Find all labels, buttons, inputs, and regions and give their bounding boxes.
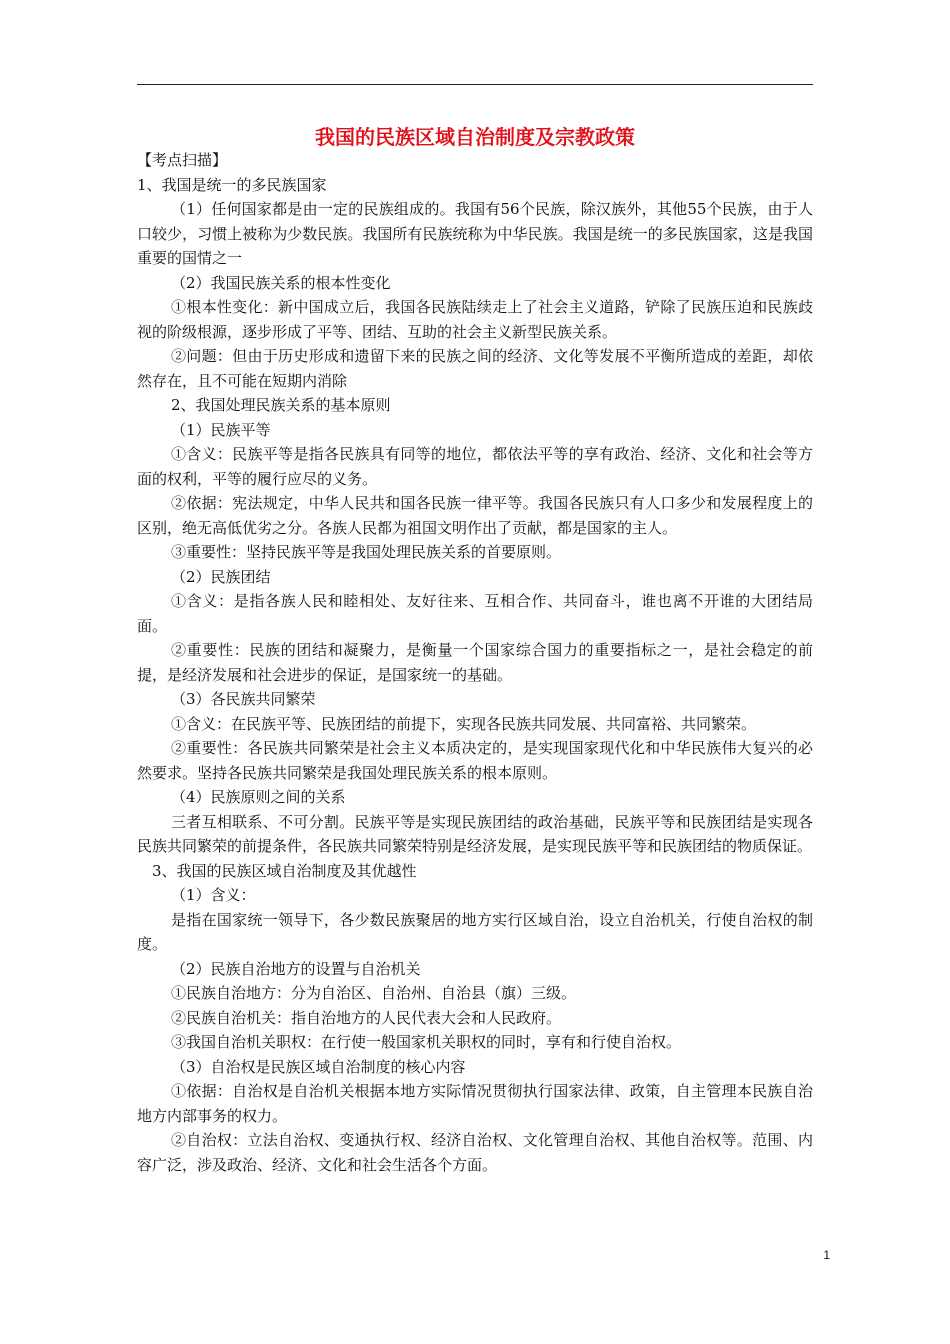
body-paragraph: ①含义：民族平等是指各民族具有同等的地位，都依法平等的享有政治、经济、文化和社会等方面的权利，平等的履行应尽的义务。 [137,445,813,488]
body-paragraph: ①含义：在民族平等、民族团结的前提下，实现各民族共同发展、共同富裕、共同繁荣。 [171,714,757,733]
body-paragraph: ①依据：自治权是自治机关根据本地方实际情况贯彻执行国家法律、政策，自主管理本民族自治地方内部事务的权力。 [137,1082,813,1125]
body-paragraph: （4）民族原则之间的关系 [171,788,346,806]
body-paragraph: ①根本性变化：新中国成立后，我国各民族陆续走上了社会主义道路，铲除了民族压迫和民族歧视的阶级根源，逐步形成了平等、团结、互助的社会主义新型民族关系。 [137,298,813,341]
body-paragraph: （3）各民族共同繁荣 [171,690,316,708]
body-paragraph: 2、我国处理民族关系的基本原则 [171,396,391,414]
body-paragraph: 三者互相联系、不可分割。民族平等是实现民族团结的政治基础，民族平等和民族团结是实现各民族共同繁荣的前提条件，各民族共同繁荣特别是经济发展，是实现民族平等和民族团结的物质保证。 [137,812,813,855]
body-paragraph: ③我国自治机关职权：在行使一般国家机关职权的同时，享有和行使自治权。 [171,1033,682,1051]
body-paragraph: （2）我国民族关系的根本性变化 [171,273,391,292]
body-paragraph: ②依据：宪法规定，中华人民共和国各民族一律平等。我国各民族只有人口多少和发展程度上的区别，绝无高低优劣之分。各族人民都为祖国文明作出了贡献，都是国家的主人。 [137,494,813,537]
body-paragraph: （1）任何国家都是由一定的民族组成的。我国有56个民族，除汉族外，其他55个民族，由于人口较少，习惯上被称为少数民族。我国所有民族统称为中华民族。我国是统一的多民族国家，这是我国重要的国情之一 [137,200,813,267]
body-paragraph: ②问题：但由于历史形成和遗留下来的民族之间的经济、文化等发展不平衡所造成的差距，却依然存在，且不可能在短期内消除 [137,347,813,390]
body-paragraph: 是指在国家统一领导下，各少数民族聚居的地方实行区域自治，设立自治机关，行使自治权的制度。 [137,910,813,953]
document-title: 我国的民族区域自治制度及宗教政策 [315,125,635,149]
body-paragraph: ②重要性：民族的团结和凝聚力，是衡量一个国家综合国力的重要指标之一，是社会稳定的前提，是经济发展和社会进步的保证，是国家统一的基础。 [137,641,813,684]
header-rule [137,84,813,85]
body-paragraph: （2）民族自治地方的设置与自治机关 [171,959,421,978]
body-paragraph: （2）民族团结 [171,567,271,586]
body-paragraph: （3）自治权是民族区域自治制度的核心内容 [171,1057,466,1076]
body-paragraph: ②民族自治机关：指自治地方的人民代表大会和人民政府。 [171,1008,562,1027]
body-paragraph: ①民族自治地方：分为自治区、自治州、自治县（旗）三级。 [171,984,577,1002]
body-paragraph: 1、我国是统一的多民族国家 [137,175,327,194]
section-heading: 【考点扫描】 [137,151,228,169]
document-body [137,148,813,1177]
body-paragraph: （1）含义： [171,886,256,904]
body-paragraph: ②重要性：各民族共同繁荣是社会主义本质决定的，是实现国家现代化和中华民族伟大复兴的必然要求。坚持各民族共同繁荣是我国处理民族关系的根本原则。 [137,739,813,782]
body-paragraph: 3、我国的民族区域自治制度及其优越性 [152,861,417,880]
body-paragraph: （1）民族平等 [171,420,271,439]
body-paragraph: ②自治权：立法自治权、变通执行权、经济自治权、文化管理自治权、其他自治权等。范围、内容广泛，涉及政治、经济、文化和社会生活各个方面。 [137,1131,813,1174]
body-paragraph: ①含义：是指各族人民和睦相处、友好往来、互相合作、共同奋斗，谁也离不开谁的大团结局面。 [137,592,813,635]
page-number: 1 [823,1248,830,1262]
body-paragraph: ③重要性：坚持民族平等是我国处理民族关系的首要原则。 [171,543,562,561]
